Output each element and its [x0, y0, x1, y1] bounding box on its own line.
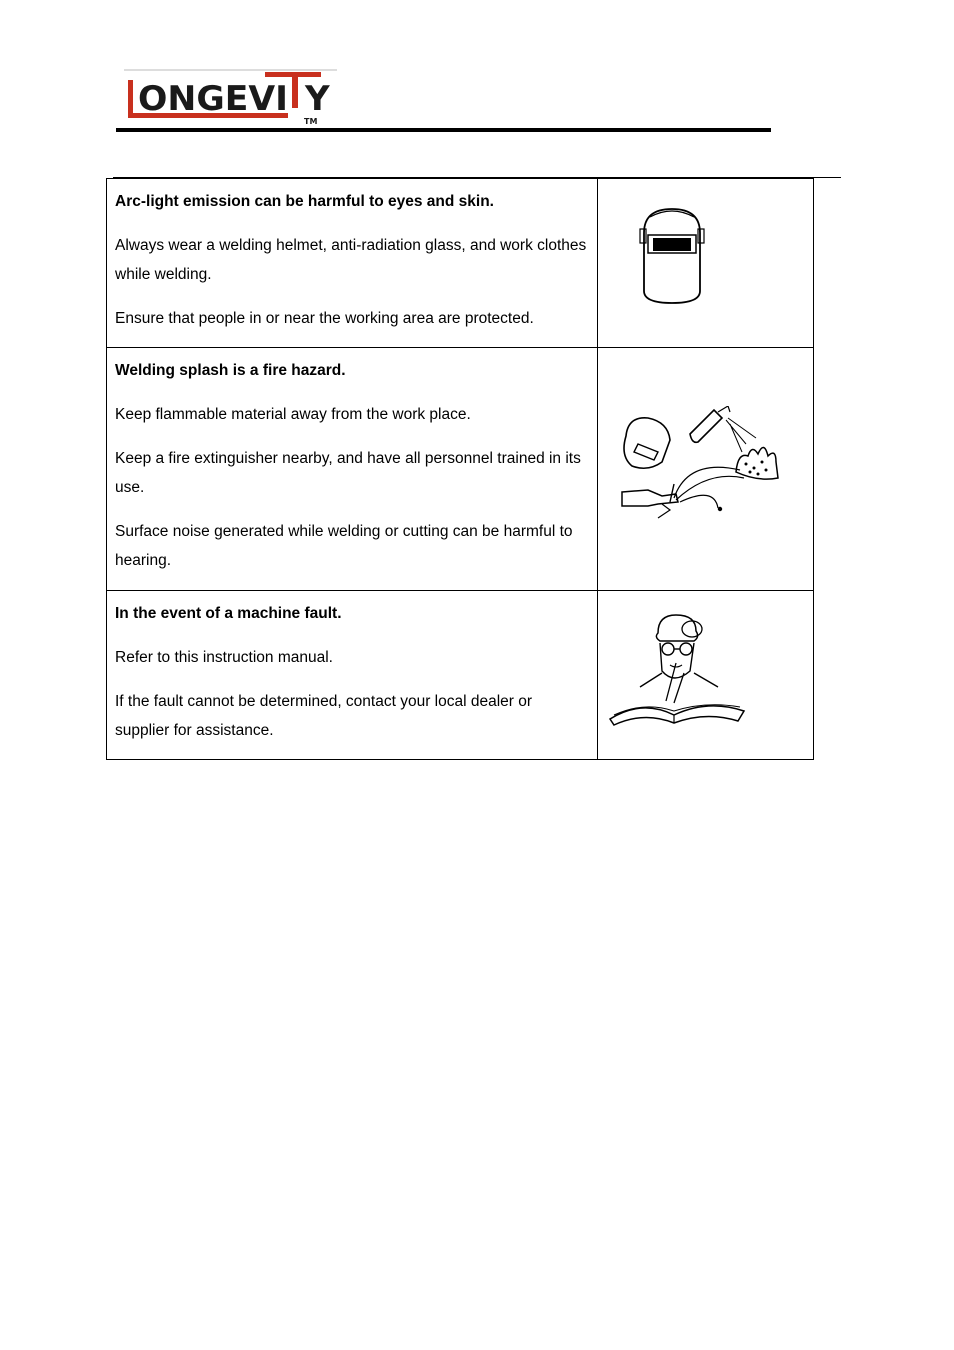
- longevity-logo: [122, 66, 342, 128]
- safety-text-cell: [107, 348, 598, 591]
- safety-icon-cell: [598, 179, 814, 348]
- table-row: [107, 591, 814, 760]
- safety-heading: Arc-light emission can be harmful to eyes and skin.: [115, 193, 494, 210]
- safety-heading: In the event of a machine fault.: [115, 605, 342, 622]
- table-row: [107, 179, 814, 348]
- safety-table: [106, 178, 814, 760]
- safety-text-cell: [107, 591, 598, 760]
- safety-paragraph: Keep a fire extinguisher nearby, and have all personnel trained in its use.: [115, 450, 581, 496]
- safety-paragraph: Always wear a welding helmet, anti-radiation glass, and work clothes while welding.: [115, 237, 587, 283]
- welding-helmet-icon: [636, 205, 708, 307]
- svg-text:ONGEVI: ONGEVI: [138, 79, 288, 119]
- svg-text:Y: Y: [305, 79, 330, 119]
- safety-paragraph: Ensure that people in or near the working area are protected.: [115, 310, 534, 327]
- person-reading-manual-icon: [608, 611, 753, 726]
- table-row: [107, 348, 814, 591]
- safety-icon-cell: [598, 348, 814, 591]
- header-divider: [116, 128, 771, 132]
- trademark-mark: TM: [304, 117, 318, 126]
- safety-paragraph: If the fault cannot be determined, contact your local dealer or supplier for assistance.: [115, 693, 533, 739]
- safety-heading: Welding splash is a fire hazard.: [115, 362, 346, 379]
- welding-splash-fire-icon: [618, 406, 783, 521]
- safety-paragraph: Surface noise generated while welding or cutting can be harmful to hearing.: [115, 523, 573, 569]
- safety-paragraph: Keep flammable material away from the work place.: [115, 406, 471, 423]
- safety-icon-cell: [598, 591, 814, 760]
- safety-text-cell: [107, 179, 598, 348]
- safety-paragraph: Refer to this instruction manual.: [115, 649, 333, 666]
